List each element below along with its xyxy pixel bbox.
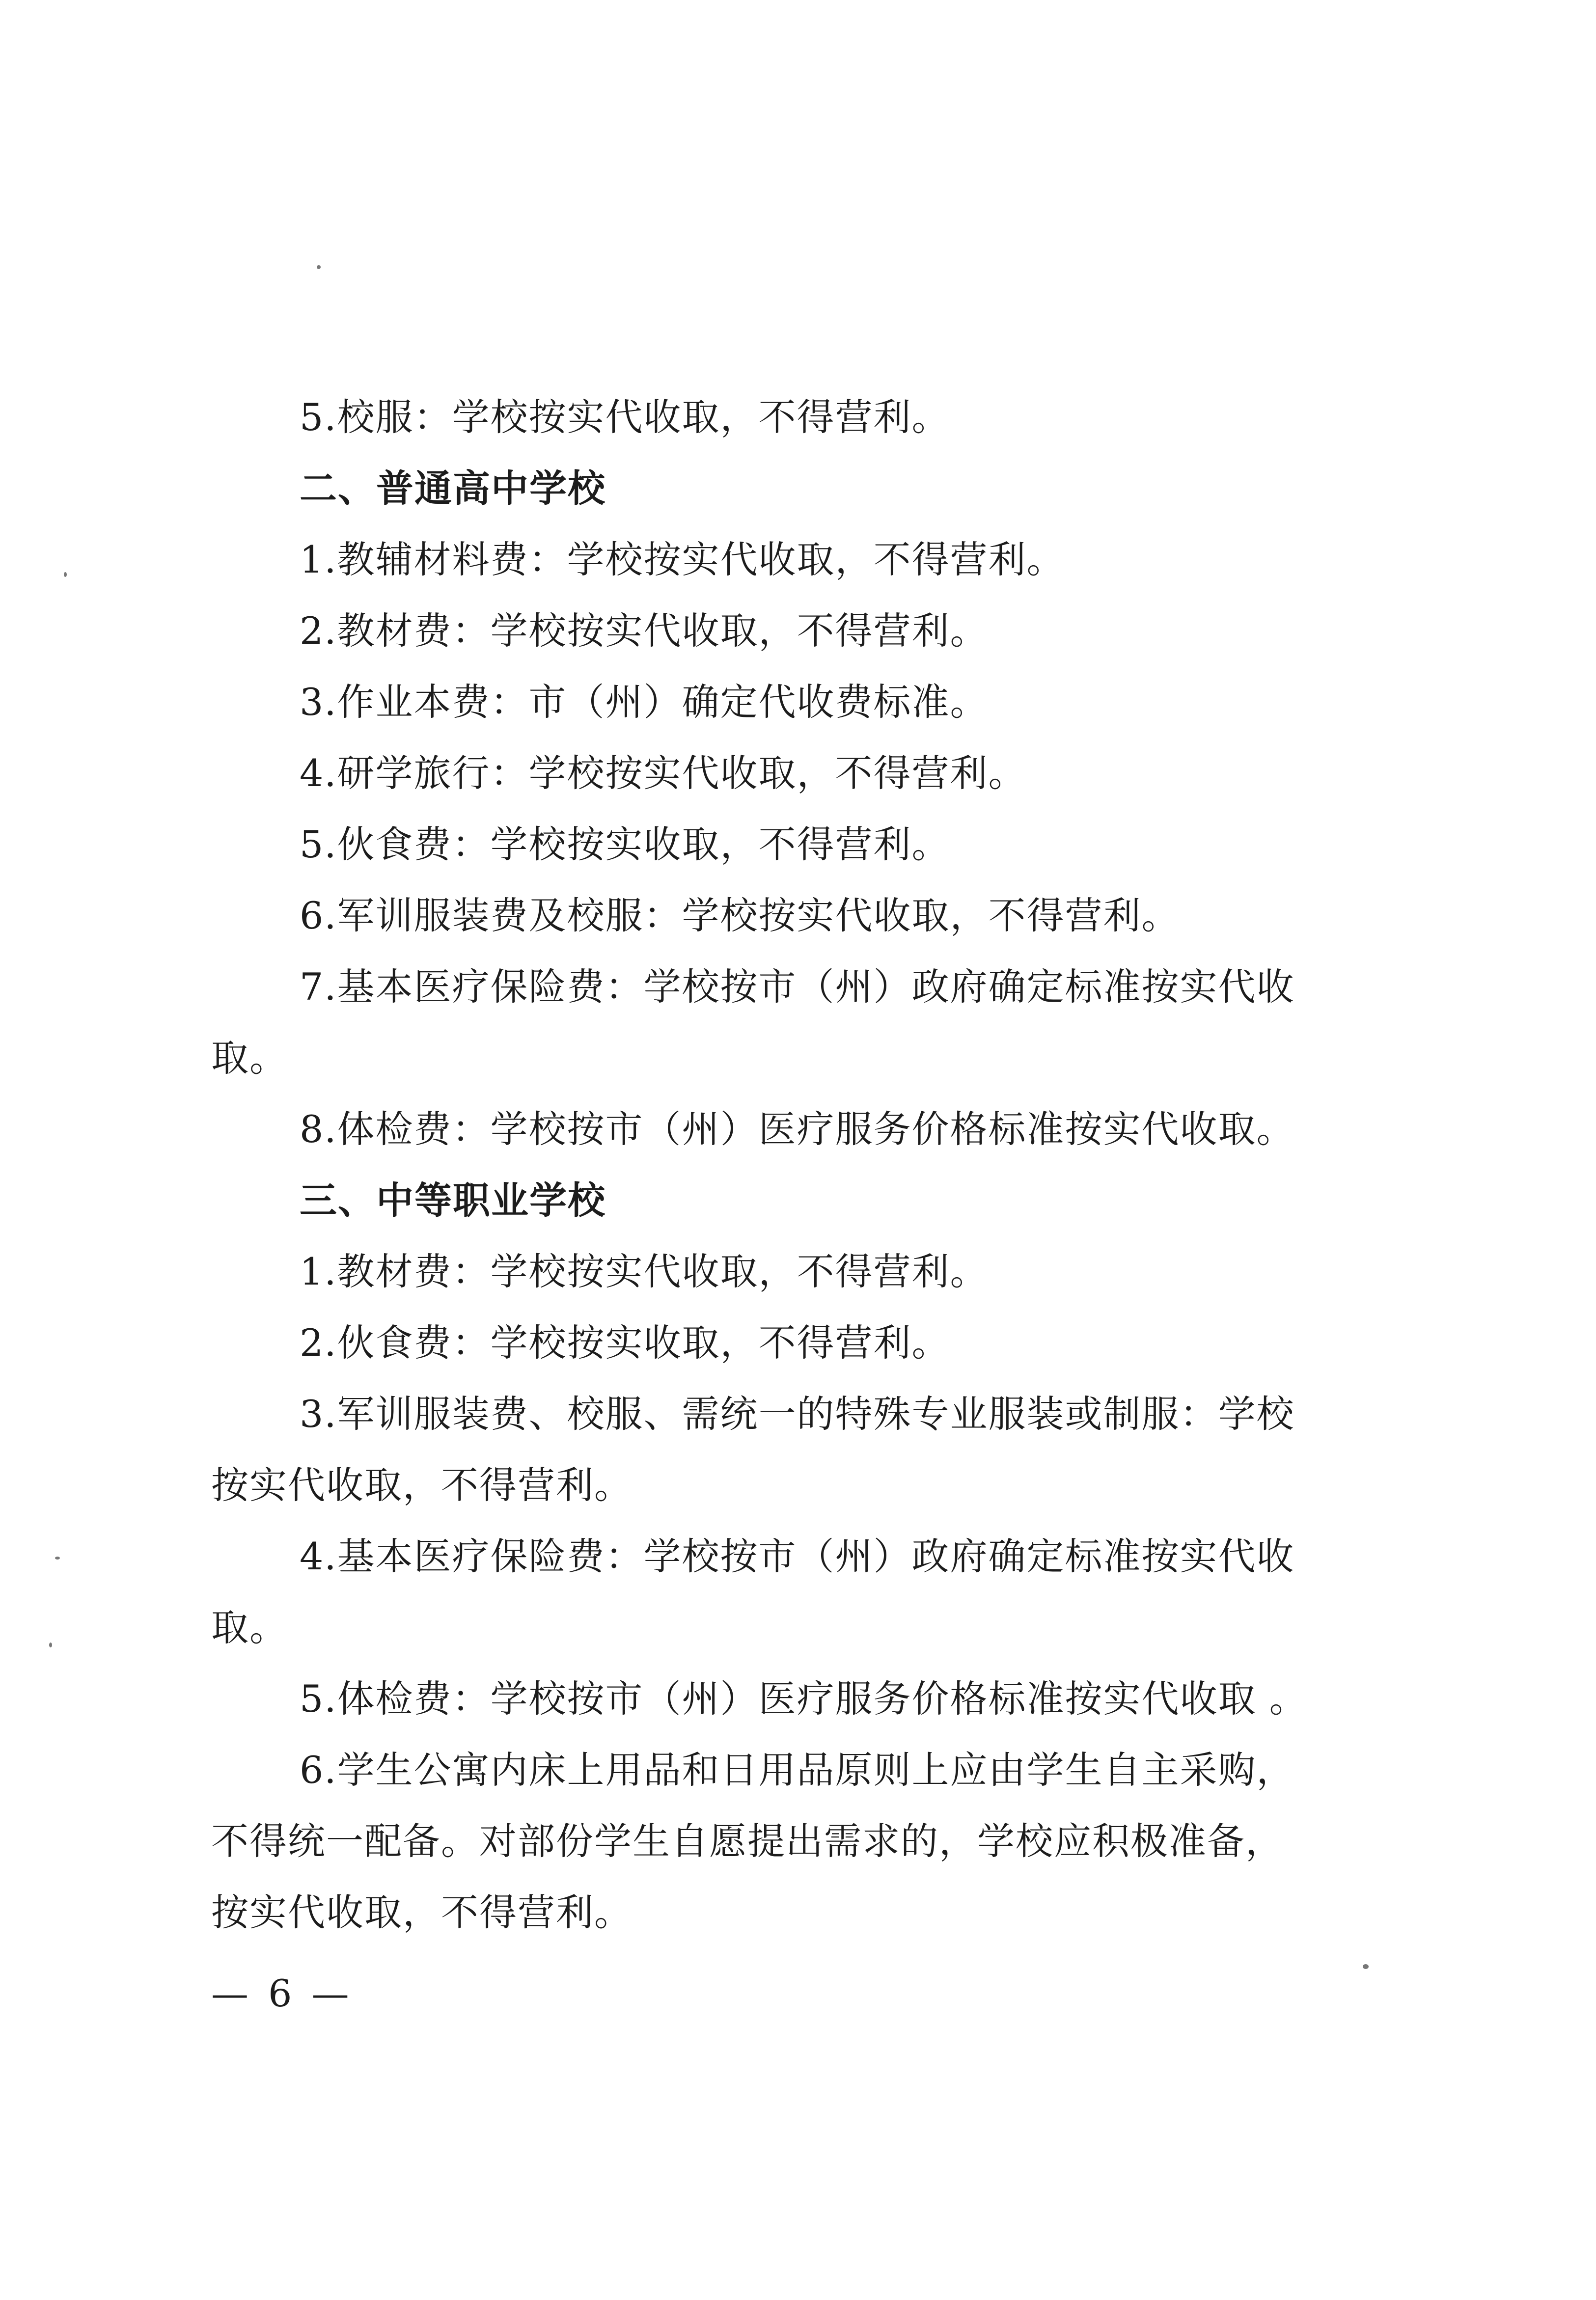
- scan-speck: [317, 265, 321, 269]
- text-line: 按实代收取，不得营利。: [211, 1890, 633, 1934]
- text-line: 不得统一配备。对部份学生自愿提出需求的，学校应积极准备，: [211, 1819, 1284, 1863]
- text-line: 5.伙食费：学校按实收取，不得营利。: [300, 822, 950, 866]
- text-line: 取。: [211, 1036, 288, 1080]
- scan-speck: [64, 572, 67, 577]
- scan-speck: [55, 1557, 60, 1560]
- section-heading: 二、普通高中学校: [300, 466, 606, 510]
- text-line: 6.军训服装费及校服：学校按实代收取，不得营利。: [300, 894, 1180, 937]
- text-line: 7.基本医疗保险费：学校按市（州）政府确定标准按实代收: [300, 965, 1295, 1009]
- section-heading: 三、中等职业学校: [300, 1178, 606, 1222]
- page-number: — 6 —: [211, 1971, 353, 2015]
- scan-speck: [49, 1643, 52, 1647]
- text-line: 8.体检费：学校按市（州）医疗服务价格标准按实代收取。: [300, 1107, 1295, 1151]
- text-line: 按实代收取，不得营利。: [211, 1463, 633, 1507]
- text-line: 4.研学旅行：学校按实代收取，不得营利。: [300, 751, 1027, 795]
- text-line: 1.教材费：学校按实代收取，不得营利。: [300, 1250, 989, 1293]
- scan-speck: [1363, 1964, 1369, 1969]
- text-line: 2.伙食费：学校按实收取，不得营利。: [300, 1321, 950, 1365]
- text-line: 取。: [211, 1606, 288, 1649]
- text-line: 4.基本医疗保险费：学校按市（州）政府确定标准按实代收: [300, 1534, 1295, 1578]
- text-line: 3.军训服装费、校服、需统一的特殊专业服装或制服：学校: [300, 1392, 1295, 1436]
- text-line: 5.校服：学校按实代收取，不得营利。: [300, 395, 950, 439]
- text-line: 1.教辅材料费：学校按实代收取，不得营利。: [300, 538, 1065, 581]
- text-line: 6.学生公寓内床上用品和日用品原则上应由学生自主采购，: [300, 1748, 1295, 1792]
- text-line: 3.作业本费：市（州）确定代收费标准。: [300, 680, 989, 724]
- text-line: 2.教材费：学校按实代收取，不得营利。: [300, 609, 989, 653]
- text-line: 5.体检费：学校按市（州）医疗服务价格标准按实代收取 。: [300, 1677, 1308, 1721]
